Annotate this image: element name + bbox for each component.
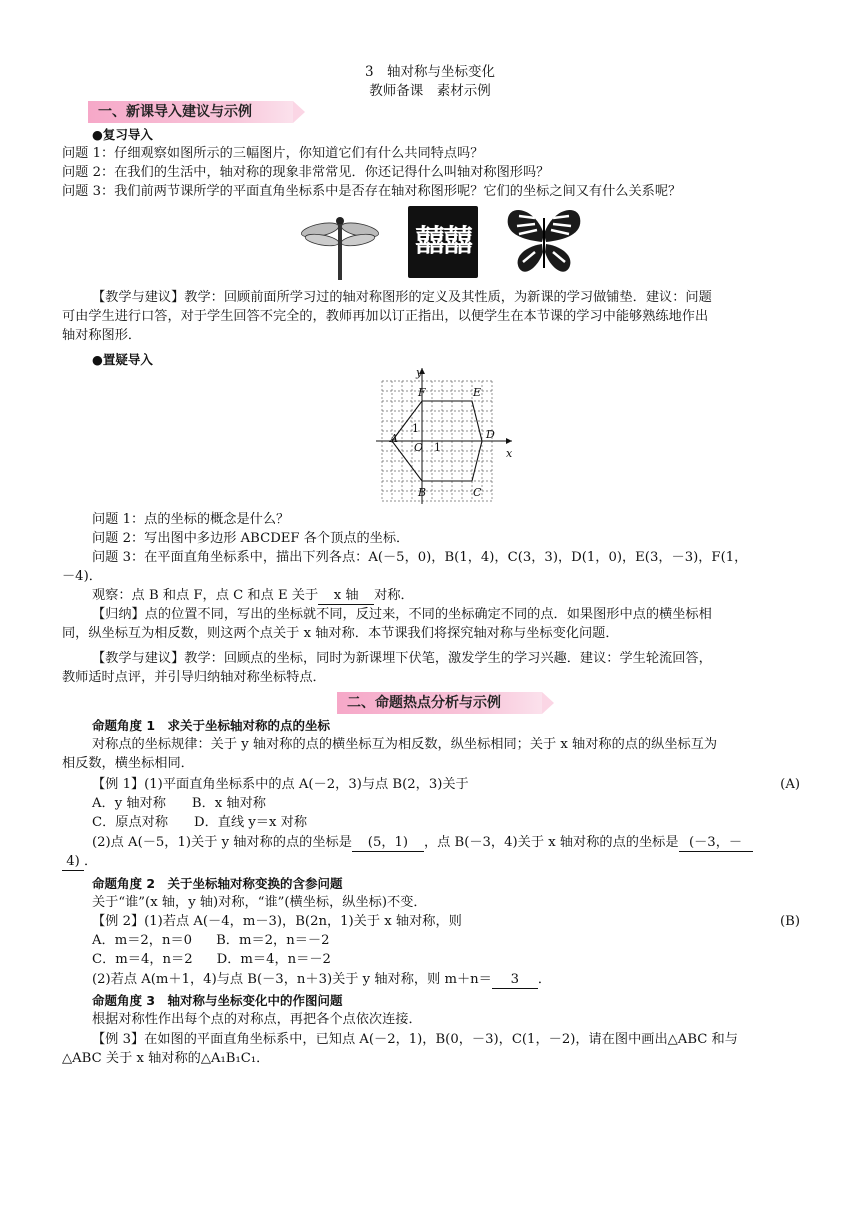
angle-2-heading: 命题角度 2 关于坐标轴对称变换的含参问题 <box>92 876 343 891</box>
graph-x-unit-label: 1 <box>434 441 441 454</box>
example-1-options-ab <box>92 794 802 813</box>
graph-point-f-label: F <box>418 386 426 399</box>
section2-banner: 二、命题热点分析与示例 <box>337 692 542 714</box>
example-2-option-d: D．m＝4，n＝－2 <box>216 952 331 967</box>
graph-point-c-label: C <box>473 486 482 499</box>
example-2-part-2-prefix: (2)若点 A(m＋1，4)与点 B(－3，n＋3)关于 y 轴对称，则 m＋n＝ <box>92 972 492 987</box>
graph-point-e-label: E <box>473 386 482 399</box>
example-2-answer: (B) <box>780 914 800 929</box>
graph-point-a-label: A <box>390 432 398 445</box>
observation-answer: x 轴 <box>318 588 374 605</box>
example-2-part-2-end: ． <box>537 972 552 987</box>
doubt-question-3-line-2: －4)． <box>62 569 102 584</box>
angle-3-rule: 根据对称性作出每个点的对称点，再把各个点依次连接． <box>92 1012 422 1027</box>
doubt-question-2: 问题 2：写出图中多边形 ABCDEF 各个顶点的坐标． <box>92 531 410 546</box>
example-3-line-1: 【例 3】在如图的平面直角坐标系中，已知点 A(－2，1)，B(0，－3)，C(1，－2)，请在图中画出△ABC 和与 <box>92 1032 738 1047</box>
graph-point-b-label: B <box>418 486 427 499</box>
summary-line-2: 同，纵坐标互为相反数，则这两个点关于 x 轴对称．本节课我们将探究轴对称与坐标变化问题． <box>62 626 619 641</box>
lesson-title: 3 轴对称与坐标变化 <box>364 64 496 80</box>
graph-origin-label: O <box>414 441 424 454</box>
example-1-part-2-answer-2a: (－3，－ <box>679 835 753 852</box>
teaching-tip-1-line-1: 【教学与建议】教学：回顾前面所学习过的轴对称图形的定义及其性质，为新课的学习做铺垫．建议：问题 <box>92 290 712 305</box>
example-2-option-b: B．m＝2，n＝－2 <box>216 933 330 948</box>
teaching-tip-1-line-2: 可由学生进行口答，对于学生回答不完全的，教师再加以订正指出，以便学生在本节课的学习中能够熟练地作出 <box>62 309 709 324</box>
example-1-option-b: B．x 轴对称 <box>191 796 266 811</box>
review-question-3: 问题 3：我们前两节课所学的平面直角坐标系中是否存在轴对称图形呢？它们的坐标之间又有什么关系呢？ <box>62 184 682 199</box>
lesson-subtitle: 教师备课 素材示例 <box>369 83 491 99</box>
observation-line <box>92 586 802 605</box>
butterfly-image <box>505 204 583 280</box>
teaching-tip-1-line-3: 轴对称图形． <box>62 328 142 343</box>
graph-x-label: x <box>506 447 513 460</box>
example-1-part-2-middle: ，点 B(－3，4)关于 x 轴对称的点的坐标是 <box>423 835 679 850</box>
example-1-part-2-line-1 <box>92 833 802 852</box>
summary-line-1: 【归纳】点的位置不同，写出的坐标就不同，反过来，不同的坐标确定不同的点．如果图形中点的横坐标相 <box>92 607 712 622</box>
observation-suffix: 对称． <box>374 588 414 603</box>
teaching-tip-2-line-1: 【教学与建议】教学：回顾点的坐标，同时为新课埋下伏笔，激发学生的学习兴趣．建议：学生轮流回答， <box>92 651 712 666</box>
angle-1-rule-line-1: 对称点的坐标规律：关于 y 轴对称的点的横坐标互为相反数，纵坐标相同；关于 x 轴对称的点的纵坐标互为 <box>92 737 718 752</box>
teaching-tip-2-line-2: 教师适时点评，并引导归纳轴对称坐标特点． <box>62 670 326 685</box>
angle-3-heading: 命题角度 3 轴对称与坐标变化中的作图问题 <box>92 993 343 1008</box>
graph-y-label: y <box>416 366 423 379</box>
example-2-options-ab <box>92 931 802 950</box>
angle-1-rule-line-2: 相反数，横坐标相同． <box>62 756 194 771</box>
doubt-question-3-line-1: 问题 3：在平面直角坐标系中，描出下列各点：A(－5，0)，B(1，4)，C(3，3)，D(1，0)，E(3，－3)，F(1， <box>92 550 748 565</box>
angle-1-heading: 命题角度 1 求关于坐标轴对称的点的坐标 <box>92 718 331 733</box>
graph-y-unit-label: 1 <box>412 422 419 435</box>
doubt-heading: ●置疑导入 <box>92 352 153 367</box>
review-heading: ●复习导入 <box>92 127 153 142</box>
angle-2-rule: 关于“谁”(x 轴，y 轴)对称，“谁”(横坐标，纵坐标)不变． <box>92 895 427 910</box>
section1-banner: 一、新课导入建议与示例 <box>88 101 293 123</box>
example-1-part-2-prefix: (2)点 A(－5，1)关于 y 轴对称的点的坐标是 <box>92 835 352 850</box>
example-1-options-cd <box>92 813 802 832</box>
example-1-part-2-end: ． <box>84 854 98 869</box>
example-1-answer: (A) <box>780 777 800 792</box>
observation-prefix: 观察：点 B 和点 F，点 C 和点 E 关于 <box>92 588 319 603</box>
graph-point-d-label: D <box>486 428 495 441</box>
example-1-option-c: C．原点对称 <box>92 815 169 830</box>
example-2-part-2 <box>92 970 802 989</box>
double-happiness-glyphs: 囍囍 <box>415 224 471 259</box>
example-1-option-a: A．y 轴对称 <box>92 796 166 811</box>
dragonfly-image <box>300 206 380 282</box>
example-1-part-2-answer-2b: 4) <box>62 854 84 871</box>
doubt-question-1: 问题 1：点的坐标的概念是什么？ <box>92 512 290 527</box>
example-1-part-2-line-2 <box>62 852 802 871</box>
double-happiness-image <box>408 206 478 278</box>
review-question-2: 问题 2：在我们的生活中，轴对称的现象非常常见．你还记得什么叫轴对称图形吗？ <box>62 165 550 180</box>
example-2-options-cd <box>92 950 802 969</box>
example-2-option-c: C．m＝4，n＝2 <box>92 952 193 967</box>
example-3-line-2: △ABC 关于 x 轴对称的△A₁B₁C₁． <box>62 1051 270 1066</box>
example-1-part-2-answer-1: (5，1) <box>352 835 424 852</box>
example-2-option-a: A．m＝2，n＝0 <box>92 933 193 948</box>
review-question-1: 问题 1：仔细观察如图所示的三幅图片，你知道它们有什么共同特点吗？ <box>62 146 484 161</box>
example-1-option-d: D．直线 y＝x 对称 <box>194 815 308 830</box>
example-2-part-2-answer: 3 <box>492 972 538 989</box>
example-2-stem: 【例 2】(1)若点 A(－4，m－3)，B(2n，1)关于 x 轴对称，则 <box>92 914 462 929</box>
example-1-stem: 【例 1】(1)平面直角坐标系中的点 A(－2，3)与点 B(2，3)关于 <box>92 777 469 792</box>
